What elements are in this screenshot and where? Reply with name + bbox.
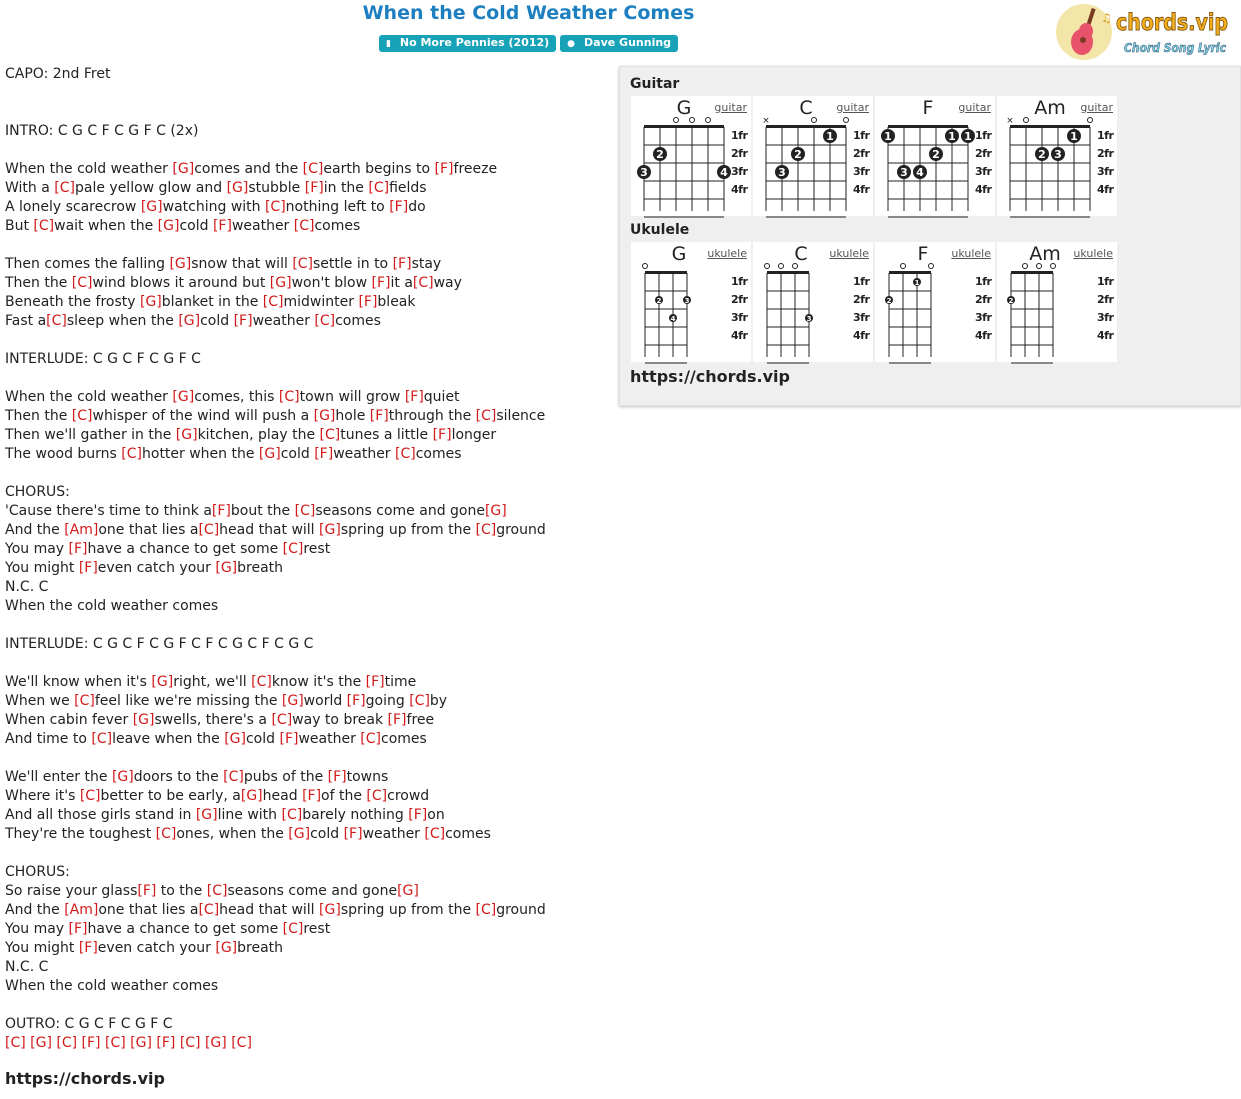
fret-label: 2fr: [731, 293, 748, 306]
svg-text:1: 1: [1070, 130, 1078, 143]
chord-marker[interactable]: [C]: [395, 446, 416, 462]
chord-marker[interactable]: [C]: [33, 218, 55, 234]
fret-label: 3fr: [731, 311, 748, 324]
chord-marker[interactable]: [G]: [224, 731, 246, 747]
fret-label: 3fr: [731, 165, 748, 178]
chord-marker[interactable]: [G]: [140, 199, 163, 215]
chord-marker[interactable]: [C]: [314, 313, 336, 329]
fret-label: 3fr: [1097, 165, 1114, 178]
chord-marker[interactable]: [C]: [475, 408, 497, 424]
chord-marker[interactable]: [F]: [389, 199, 409, 215]
chord-marker[interactable]: [C]: [104, 1035, 126, 1051]
chord-instrument-link[interactable]: guitar: [714, 101, 747, 114]
chord-marker[interactable]: [C]: [71, 408, 93, 424]
chord-name: C: [799, 97, 813, 119]
svg-text:3: 3: [1054, 148, 1062, 161]
lyric-line: [5, 103, 546, 122]
chord-marker[interactable]: [C]: [179, 1035, 201, 1051]
guitar-chord-card-f[interactable]: [875, 96, 995, 216]
svg-text:1: 1: [948, 130, 956, 143]
chord-marker[interactable]: [C]: [46, 313, 67, 329]
fret-label: 4fr: [731, 329, 748, 342]
ukulele-heading: Ukulele: [630, 222, 690, 238]
chord-marker[interactable]: [C]: [231, 1035, 252, 1051]
artist-icon: ●: [567, 39, 576, 49]
chord-marker[interactable]: [G]: [204, 1035, 227, 1051]
lyric-line: [5, 369, 546, 388]
chord-marker[interactable]: [C]: [121, 446, 142, 462]
svg-text:4: 4: [916, 166, 924, 179]
chord-name: F: [917, 243, 929, 265]
chord-marker[interactable]: [F]: [369, 408, 389, 424]
chord-marker[interactable]: [F]: [404, 389, 424, 405]
chord-marker[interactable]: [C]: [79, 788, 101, 804]
chord-marker[interactable]: [F]: [304, 180, 324, 196]
fret-label: 4fr: [853, 329, 870, 342]
chord-instrument-link[interactable]: guitar: [836, 101, 869, 114]
lyric-line: CAPO: 2nd Fret: [5, 66, 111, 82]
lyric-line: [5, 464, 546, 483]
lyric-line: [5, 749, 546, 768]
lyric-line: N.C. C: [5, 579, 49, 595]
chord-diagram-panel: [619, 66, 1241, 406]
chord-marker[interactable]: [F]: [365, 674, 385, 690]
chord-marker[interactable]: [C]: [74, 693, 95, 709]
svg-text:2: 2: [656, 297, 662, 305]
chord-marker[interactable]: [C]: [223, 769, 244, 785]
svg-text:♫: ♫: [1101, 11, 1112, 25]
lyric-line: And time to [C]leave when the [G]cold [F]weather [C]comes: [5, 731, 427, 747]
fret-label: 2fr: [975, 293, 992, 306]
chord-marker[interactable]: [F]: [432, 427, 452, 443]
svg-text:2: 2: [656, 148, 664, 161]
fret-label: 2fr: [853, 293, 870, 306]
chord-marker[interactable]: [G]: [30, 1035, 52, 1051]
lyric-line: When cabin fever [G]swells, there's a [C]way to break [F]free: [5, 712, 435, 728]
fret-label: 3fr: [1097, 311, 1114, 324]
chord-marker[interactable]: [G]: [111, 769, 134, 785]
guitar-heading: Guitar: [630, 76, 680, 92]
lyric-line: You might [F]even catch your [G]breath: [5, 940, 284, 956]
lyric-line: When the cold weather [G]comes and the [C]earth begins to [F]freeze: [5, 161, 498, 177]
lyric-line: Then the [C]wind blows it around but [G]won't blow [F]it a[C]way: [5, 275, 462, 291]
svg-text:3: 3: [900, 166, 908, 179]
lyric-line: INTERLUDE: C G C F C G F C F C G C F C G C: [5, 636, 314, 652]
chord-marker[interactable]: [F]: [212, 218, 232, 234]
fret-label: 4fr: [975, 183, 992, 196]
fret-label: 2fr: [1097, 293, 1114, 306]
fret-label: 4fr: [1097, 183, 1114, 196]
chord-instrument-link[interactable]: guitar: [958, 101, 991, 114]
fret-label: 1fr: [1097, 275, 1114, 288]
lyric-line: 'Cause there's time to think a[F]bout the [C]seasons come and gone[G]: [5, 503, 507, 519]
chord-marker[interactable]: [C]: [5, 1035, 26, 1051]
chord-marker[interactable]: [G]: [151, 674, 174, 690]
lyric-line: You may [F]have a chance to get some [C]rest: [5, 541, 331, 557]
fret-label: 2fr: [731, 147, 748, 160]
chord-marker[interactable]: [C]: [366, 788, 388, 804]
lyric-line: So raise your glass[F] to the [C]seasons come and gone[G]: [5, 883, 419, 899]
chord-marker[interactable]: [F]: [279, 731, 299, 747]
chord-marker[interactable]: [C]: [302, 161, 324, 177]
lyric-line: INTERLUDE: C G C F C G F C: [5, 351, 201, 367]
chord-marker[interactable]: [G]: [319, 902, 341, 918]
lyric-line: And the [Am]one that lies a[C]head that will [G]spring up from the [C]ground: [5, 902, 546, 918]
lyric-line: Beneath the frosty [G]blanket in the [C]midwinter [F]bleak: [5, 294, 416, 310]
song-title: When the Cold Weather Comes: [362, 2, 695, 24]
fret-label: 1fr: [731, 275, 748, 288]
chord-marker[interactable]: [C]: [54, 180, 75, 196]
svg-text:2: 2: [1038, 148, 1046, 161]
lyric-line: [5, 141, 546, 160]
svg-text:3: 3: [806, 315, 812, 323]
chord-marker[interactable]: [C]: [360, 731, 381, 747]
ukulele-chord-card-g[interactable]: [631, 242, 751, 362]
fret-label: 3fr: [975, 165, 992, 178]
lyric-line: [5, 844, 546, 863]
chord-marker[interactable]: [F]: [346, 693, 366, 709]
chord-marker[interactable]: [C]: [294, 503, 316, 519]
chords-vip-logo[interactable]: [1056, 2, 1232, 64]
chord-marker[interactable]: [F]: [68, 541, 88, 557]
chord-marker[interactable]: [G]: [195, 807, 218, 823]
svg-text:2: 2: [794, 148, 802, 161]
fret-label: 1fr: [975, 275, 992, 288]
chord-name: C: [794, 243, 808, 265]
chord-marker[interactable]: [G]: [226, 180, 249, 196]
lyric-line: OUTRO: C G C F C G F C: [5, 1016, 173, 1032]
chord-marker[interactable]: [C]: [475, 902, 497, 918]
lyric-line: When the cold weather [G]comes, this [C]town will grow [F]quiet: [5, 389, 460, 405]
lyrics-body: [5, 65, 546, 1053]
chord-marker[interactable]: [C]: [71, 275, 93, 291]
chord-marker[interactable]: [G]: [215, 560, 238, 576]
song-meta-badges: [0, 35, 1057, 52]
chord-marker[interactable]: [G]: [288, 826, 311, 842]
chord-marker[interactable]: [G]: [169, 256, 192, 272]
lyric-line: Then comes the falling [G]snow that will [C]settle in to [F]stay: [5, 256, 442, 272]
lyric-line: [5, 1034, 546, 1053]
ukulele-chord-card-f[interactable]: [875, 242, 995, 362]
lyric-line: And all those girls stand in [G]line with [C]barely nothing [F]on: [5, 807, 445, 823]
chord-marker[interactable]: [C]: [198, 522, 220, 538]
chord-marker[interactable]: [G]: [319, 522, 341, 538]
svg-text:1: 1: [826, 130, 834, 143]
chord-instrument-link[interactable]: guitar: [1080, 101, 1113, 114]
fret-label: 3fr: [853, 165, 870, 178]
fret-label: 4fr: [975, 329, 992, 342]
lyric-line: INTRO: C G C F C G F C (2x): [5, 123, 199, 139]
svg-text:×: ×: [762, 116, 770, 126]
chord-marker[interactable]: [F]: [233, 313, 253, 329]
chord-marker[interactable]: [Am]: [64, 522, 99, 538]
chord-marker[interactable]: [C]: [198, 902, 220, 918]
lyric-line: Then we'll gather in the [G]kitchen, play the [C]tunes a little [F]longer: [5, 427, 497, 443]
svg-text:1: 1: [964, 130, 972, 143]
chord-marker[interactable]: [G]: [240, 788, 263, 804]
chord-marker[interactable]: [F]: [211, 503, 231, 519]
lyric-line: When the cold weather comes: [5, 598, 219, 614]
fret-label: 2fr: [975, 147, 992, 160]
ukulele-chord-card-am[interactable]: [997, 242, 1117, 362]
chord-marker[interactable]: [C]: [262, 294, 284, 310]
chord-marker[interactable]: [F]: [68, 921, 88, 937]
svg-text:1: 1: [884, 130, 892, 143]
lyric-line: Then the [C]whisper of the wind will push a [G]hole [F]through the [C]silence: [5, 408, 546, 424]
lyric-line: The wood burns [C]hotter when the [G]cold [F]weather [C]comes: [5, 446, 462, 462]
chord-marker[interactable]: [C]: [368, 180, 390, 196]
lyric-line: You might [F]even catch your [G]breath: [5, 560, 284, 576]
chord-instrument-link[interactable]: ukulele: [829, 247, 869, 260]
chord-instrument-link[interactable]: ukulele: [707, 247, 747, 260]
fret-label: 1fr: [853, 275, 870, 288]
lyric-line: [5, 996, 546, 1015]
lyric-line: [5, 654, 546, 673]
lyric-line: When the cold weather comes: [5, 978, 219, 994]
fret-label: 1fr: [731, 129, 748, 142]
panel-url[interactable]: https://chords.vip: [630, 367, 790, 386]
chord-marker[interactable]: [G]: [139, 294, 162, 310]
chord-marker[interactable]: [F]: [327, 769, 347, 785]
guitar-chord-card-g[interactable]: [631, 96, 751, 216]
chord-marker[interactable]: [C]: [278, 389, 300, 405]
album-badge[interactable]: [379, 35, 556, 52]
chord-marker[interactable]: [C]: [412, 275, 434, 291]
chord-name: G: [671, 243, 687, 265]
lyric-line: [5, 331, 546, 350]
lyric-line: [5, 236, 546, 255]
chord-marker[interactable]: [F]: [78, 940, 98, 956]
chord-name: Am: [1034, 97, 1066, 119]
chord-marker[interactable]: [G]: [313, 408, 336, 424]
chord-marker[interactable]: [C]: [251, 674, 272, 690]
chord-name: G: [676, 97, 692, 119]
footer-url[interactable]: https://chords.vip: [5, 1069, 165, 1088]
chord-marker[interactable]: [G]: [484, 503, 507, 519]
chord-marker[interactable]: [G]: [258, 446, 281, 462]
chord-marker[interactable]: [F]: [343, 826, 363, 842]
chord-marker[interactable]: [F]: [392, 256, 412, 272]
lyric-line: CHORUS:: [5, 864, 70, 880]
fret-label: 1fr: [853, 129, 870, 142]
lyric-line: When we [C]feel like we're missing the [G]world [F]going [C]by: [5, 693, 448, 709]
album-label: No More Pennies (2012): [399, 36, 550, 49]
chord-name: F: [922, 97, 934, 119]
chord-marker[interactable]: [C]: [281, 807, 303, 823]
lyric-line: N.C. C: [5, 959, 49, 975]
chord-marker[interactable]: [F]: [81, 1035, 101, 1051]
chord-marker[interactable]: [F]: [314, 446, 334, 462]
svg-text:4: 4: [670, 315, 676, 323]
chord-marker[interactable]: [G]: [132, 712, 155, 728]
logo-brand: chords.vip: [1116, 10, 1228, 36]
chord-marker[interactable]: [C]: [282, 541, 304, 557]
chord-marker[interactable]: [G]: [175, 427, 198, 443]
svg-text:4: 4: [720, 166, 728, 179]
chord-marker[interactable]: [G]: [172, 389, 195, 405]
chord-marker[interactable]: [F]: [387, 712, 407, 728]
chord-marker[interactable]: [G]: [172, 161, 195, 177]
chord-marker[interactable]: [C]: [155, 826, 177, 842]
fret-label: 4fr: [731, 183, 748, 196]
chord-instrument-link[interactable]: ukulele: [1073, 247, 1113, 260]
lyric-line: We'll enter the [G]doors to the [C]pubs of the [F]towns: [5, 769, 389, 785]
chord-marker[interactable]: [G]: [215, 940, 238, 956]
chord-marker[interactable]: [F]: [156, 1035, 176, 1051]
svg-text:2: 2: [886, 297, 892, 305]
chord-marker[interactable]: [F]: [78, 560, 98, 576]
artist-label: Dave Gunning: [584, 36, 672, 49]
chord-marker[interactable]: [G]: [130, 1035, 152, 1051]
lyric-line: Where it's [C]better to be early, a[G]head [F]of the [C]crowd: [5, 788, 430, 804]
chord-marker[interactable]: [C]: [292, 256, 314, 272]
lyric-line: Fast a[C]sleep when the [G]cold [F]weather [C]comes: [5, 313, 381, 329]
lyric-line: With a [C]pale yellow glow and [G]stubble [F]in the [C]fields: [5, 180, 427, 196]
chord-marker[interactable]: [C]: [409, 693, 430, 709]
lyric-line: But [C]wait when the [G]cold [F]weather [C]comes: [5, 218, 361, 234]
fret-label: 3fr: [853, 311, 870, 324]
chord-marker[interactable]: [C]: [91, 731, 113, 747]
chord-instrument-link[interactable]: ukulele: [951, 247, 991, 260]
chord-marker[interactable]: [C]: [293, 218, 315, 234]
chord-marker[interactable]: [Am]: [64, 902, 99, 918]
lyric-line: [5, 616, 546, 635]
logo-tagline: Chord Song Lyric: [1124, 41, 1226, 55]
fret-label: 2fr: [853, 147, 870, 160]
chord-marker[interactable]: [C]: [424, 826, 446, 842]
chord-marker[interactable]: [C]: [56, 1035, 78, 1051]
svg-text:3: 3: [640, 166, 648, 179]
chord-marker[interactable]: [F]: [302, 788, 322, 804]
fret-label: 3fr: [975, 311, 992, 324]
chord-name: Am: [1029, 243, 1061, 265]
chord-marker[interactable]: [G]: [397, 883, 419, 899]
chord-marker[interactable]: [G]: [157, 218, 180, 234]
svg-text:2: 2: [1008, 297, 1014, 305]
chord-marker[interactable]: [G]: [269, 275, 292, 291]
lyric-line: CHORUS:: [5, 484, 70, 500]
svg-text:3: 3: [684, 297, 690, 305]
chord-marker[interactable]: [F]: [371, 275, 391, 291]
svg-text:3: 3: [778, 166, 786, 179]
chord-marker[interactable]: [G]: [281, 693, 304, 709]
album-icon: ▮: [385, 39, 391, 49]
lyric-line: You may [F]have a chance to get some [C]rest: [5, 921, 331, 937]
chord-marker[interactable]: [C]: [282, 921, 304, 937]
chord-marker[interactable]: [C]: [271, 712, 293, 728]
svg-text:2: 2: [932, 148, 940, 161]
chord-marker[interactable]: [C]: [206, 883, 228, 899]
lyric-line: [5, 84, 546, 103]
artist-badge[interactable]: [560, 35, 678, 52]
chord-marker[interactable]: [F]: [408, 807, 428, 823]
guitar-chord-card-am[interactable]: [997, 96, 1117, 216]
chord-marker[interactable]: [C]: [319, 427, 341, 443]
svg-text:1: 1: [914, 279, 920, 287]
lyric-line: A lonely scarecrow [G]watching with [C]nothing left to [F]do: [5, 199, 426, 215]
lyric-line: And the [Am]one that lies a[C]head that will [G]spring up from the [C]ground: [5, 522, 546, 538]
chord-marker[interactable]: [C]: [475, 522, 497, 538]
lyric-line: They're the toughest [C]ones, when the [G]cold [F]weather [C]comes: [5, 826, 491, 842]
guitar-chord-card-c[interactable]: [753, 96, 873, 216]
chord-marker[interactable]: [F]: [358, 294, 378, 310]
svg-text:×: ×: [1006, 116, 1014, 126]
chord-marker[interactable]: [F]: [434, 161, 454, 177]
chord-marker[interactable]: [F]: [137, 883, 157, 899]
chord-marker[interactable]: [G]: [178, 313, 201, 329]
fret-label: 4fr: [1097, 329, 1114, 342]
fret-label: 2fr: [1097, 147, 1114, 160]
fret-label: 1fr: [975, 129, 992, 142]
fret-label: 4fr: [853, 183, 870, 196]
lyric-line: We'll know when it's [G]right, we'll [C]know it's the [F]time: [5, 674, 417, 690]
fret-label: 1fr: [1097, 129, 1114, 142]
ukulele-chord-card-c[interactable]: [753, 242, 873, 362]
chord-marker[interactable]: [C]: [264, 199, 286, 215]
